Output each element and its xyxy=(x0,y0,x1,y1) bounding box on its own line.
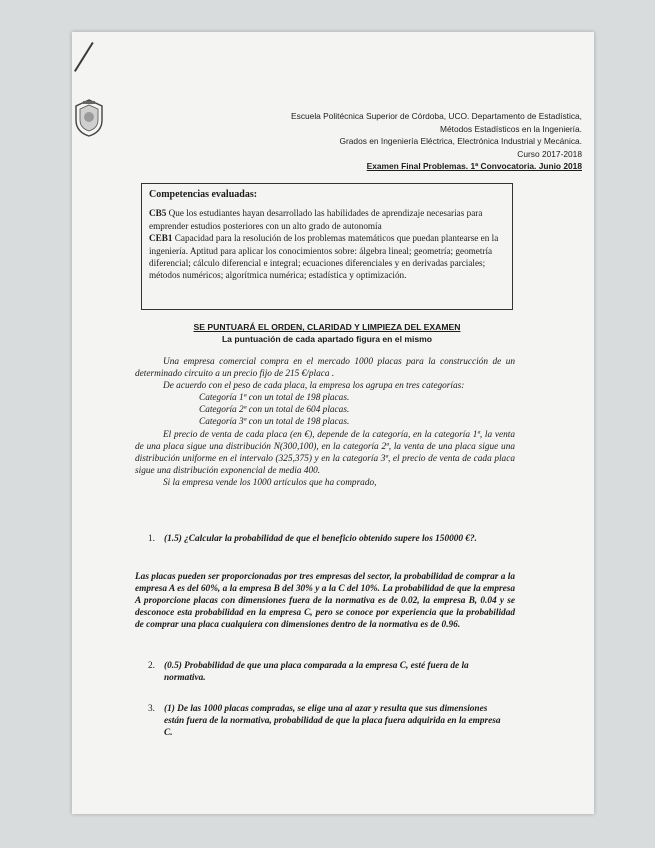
question-text: (1) De las 1000 placas compradas, se elige una al azar y resulta que sus dimensiones están fuera de la normativa, probabilidad de que la placa fuera adquirida en la empresa C. xyxy=(164,704,501,739)
question-2 xyxy=(148,660,506,684)
competencias-box xyxy=(141,183,513,310)
question-text: (0.5) Probabilidad de que una placa comparada a la empresa C, esté fuera de la normativa. xyxy=(164,661,469,684)
exam-title: Examen Final Problemas. 1ª Convocatoria. Junio 2018 xyxy=(366,161,582,172)
ceb1-code: CEB1 xyxy=(149,233,173,244)
competencias-title: Competencias evaluadas: xyxy=(149,189,258,200)
header-line-1: Escuela Politécnica Superior de Córdoba, UCO. Departamento de Estadística, xyxy=(291,111,582,121)
question-1 xyxy=(148,533,506,545)
question-text: (1.5) ¿Calcular la probabilidad de que el beneficio obtenido supere los 150000 €?. xyxy=(164,534,477,544)
scoring-note: La puntuación de cada apartado figura en el mismo xyxy=(221,334,433,344)
competencia-cb5 xyxy=(149,207,505,232)
question-3 xyxy=(148,703,506,739)
problem-statement xyxy=(135,356,515,489)
intro-paragraph-1: Una empresa comercial compra en el mercado 1000 placas para la construcción de un determinado circuito a un precio fijo de 215 €/placa . xyxy=(135,357,515,380)
header-line-2: Métodos Estadísticos en la Ingeniería. xyxy=(440,123,582,134)
question-number: 1. xyxy=(148,534,155,544)
intro-paragraph-2: De acuerdo con el peso de cada placa, la empresa los agrupa en tres categorías: xyxy=(163,381,465,392)
category-list xyxy=(199,392,515,428)
header-line-3: Grados en Ingeniería Eléctrica, Electrónica Industrial y Mecánica. xyxy=(339,136,582,147)
category-item: Categoría 2ª con un total de 604 placas. xyxy=(199,405,350,416)
pencil-mark xyxy=(74,42,94,72)
question-number: 3. xyxy=(148,704,155,714)
ceb1-text: Capacidad para la resolución de los problemas matemáticos que puedan plantearse en la ingeniería. Aptitud para aplicar los conocimientos sobre: álgebra lineal; geometría; geometría diferencial; cálculo diferencial e integral; ecuaciones diferenciales y en derivadas parciales; métodos numéricos; algorítmica numérica; estadística y optimización. xyxy=(149,233,499,281)
grading-notice: SE PUNTUARÁ EL ORDEN, CLARIDAD Y LIMPIEZA DEL EXAMEN xyxy=(193,322,461,332)
institution-header xyxy=(252,110,582,173)
suppliers-paragraph: Las placas pueden ser proporcionadas por tres empresas del sector, la probabilidad de comprar a la empresa A es del 60%, a la empresa B del 30% y a la C del 10%. La probabilidad de que la empresa A proporcione placas con dimensiones fuera de la normativa es de 0.02, la empresa B, 0.04 y se desconoce esta probabilidad en la empresa C, pero se conoce por experiencia que la probabilidad de comprar una placa cualquiera con dimensiones dentro de la normativa es de 0.96. xyxy=(135,572,515,631)
university-crest-logo xyxy=(72,98,106,138)
competencia-ceb1 xyxy=(149,232,505,282)
intro-paragraph-4: Si la empresa vende los 1000 artículos que ha comprado, xyxy=(163,477,377,488)
category-item: Categoría 1ª con un total de 198 placas. xyxy=(199,393,350,404)
intro-paragraph-3: El precio de venta de cada placa (en €), depende de la categoría, en la categoría 1ª, la venta de una placa sigue una distribución N(300,100), en la categoría 2ª, la venta de una placa sigue una distribución uniforme en el intervalo (325,375) y en la categoría 3ª, el precio de venta de cada placa sigue una distribución exponencial de media 400. xyxy=(135,429,515,476)
cb5-text: Que los estudiantes hayan desarrollado las habilidades de aprendizaje necesarias para emprender estudios posteriores con un alto grado de autonomía xyxy=(149,208,483,231)
cb5-code: CB5 xyxy=(149,208,167,219)
question-number: 2. xyxy=(148,661,155,671)
category-item: Categoría 3ª con un total de 198 placas. xyxy=(199,417,350,428)
header-line-4: Curso 2017-2018 xyxy=(517,148,582,159)
